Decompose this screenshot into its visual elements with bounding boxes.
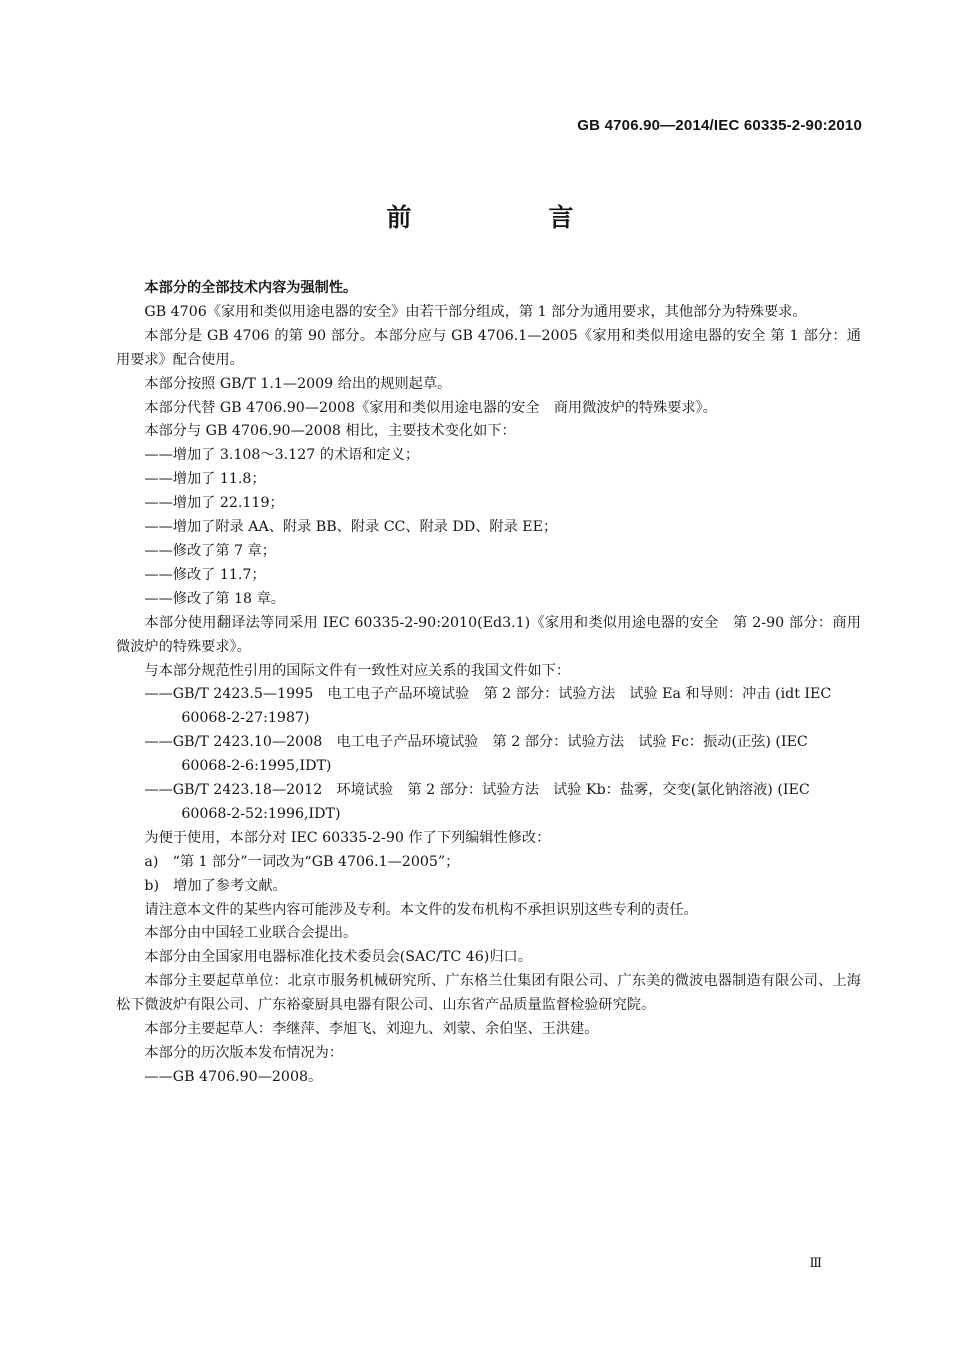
change-list-item: ——增加了附录 AA、附录 BB、附录 CC、附录 DD、附录 EE；	[144, 519, 558, 536]
paragraph-changes-intro: 本部分与 GB 4706.90—2008 相比，主要技术变化如下：	[144, 423, 516, 440]
paragraph-drafting-units: 本部分主要起草单位：北京市服务机械研究所、广东格兰仕集团有限公司、广东美的微波电器制造有限公司、上海松下微波炉有限公司、广东裕豪厨具电器有限公司、山东省产品质量监督检验研究院。	[116, 973, 861, 1014]
paragraph-replaces: 本部分代替 GB 4706.90—2008《家用和类似用途电器的安全 商用微波炉的特殊要求》。	[144, 399, 717, 416]
editorial-list-item: b) 增加了参考文献。	[144, 877, 287, 894]
change-list-item: ——修改了第 7 章；	[144, 542, 276, 559]
page-number: Ⅲ	[809, 1256, 822, 1271]
change-list-item: ——修改了第 18 章。	[144, 590, 285, 607]
paragraph-history-intro: 本部分的历次版本发布情况为：	[144, 1045, 344, 1061]
standard-number-header: GB 4706.90—2014/IEC 60335-2-90:2010	[577, 117, 862, 134]
reference-list-item: ——GB/T 2423.5—1995 电工电子产品环境试验 第 2 部分：试验方法 试验 Ea 和导则：冲击 (idt IEC 60068-2-27:1987)	[144, 686, 832, 727]
change-list-item: ——修改了 11.7；	[144, 566, 266, 583]
history-list-item: ——GB 4706.90—2008。	[144, 1068, 323, 1085]
paragraph-references-intro: 与本部分规范性引用的国际文件有一致性对应关系的我国文件如下：	[144, 662, 571, 679]
paragraph-drafting-rules: 本部分按照 GB/T 1.1—2009 给出的规则起草。	[144, 375, 452, 392]
reference-list-item: ——GB/T 2423.10—2008 电工电子产品环境试验 第 2 部分：试验方法 试验 Fc：振动(正弦) (IEC 60068-2-6:1995,IDT)	[144, 734, 808, 775]
page-title: 前 言	[386, 203, 630, 232]
change-list-item: ——增加了 22.119；	[144, 495, 284, 512]
reference-list-item: ——GB/T 2423.18—2012 环境试验 第 2 部分：试验方法 试验 Kb：盐雾，交变(氯化钠溶液) (IEC 60068-2-52:1996,IDT)	[144, 782, 810, 822]
foreword-body	[116, 277, 861, 1090]
paragraph-editorial-intro: 为便于使用，本部分对 IEC 60335-2-90 作了下列编辑性修改：	[144, 829, 551, 846]
paragraph-under-jurisdiction: 本部分由全国家用电器标准化技术委员会(SAC/TC 46)归口。	[144, 949, 532, 966]
paragraph-patent-notice: 请注意本文件的某些内容可能涉及专利。本文件的发布机构不承担识别这些专利的责任。	[144, 901, 698, 918]
paragraph-part-90: 本部分是 GB 4706 的第 90 部分。本部分应与 GB 4706.1—2005《家用和类似用途电器的安全 第 1 部分：通用要求》配合使用。	[116, 327, 861, 368]
paragraph-mandatory: 本部分的全部技术内容为强制性。	[144, 280, 358, 296]
change-list-item: ——增加了 3.108～3.127 的术语和定义；	[144, 447, 420, 464]
change-list-item: ——增加了 11.8；	[144, 471, 266, 488]
editorial-list-item: a) “第 1 部分”一词改为“GB 4706.1—2005”；	[144, 853, 460, 870]
paragraph-drafters: 本部分主要起草人：李继萍、李旭飞、刘迎九、刘蒙、余伯坚、王洪建。	[144, 1021, 599, 1038]
paragraph-structure: GB 4706《家用和类似用途电器的安全》由若干部分组成，第 1 部分为通用要求，其他部分为特殊要求。	[144, 303, 807, 320]
paragraph-idt-adoption: 本部分使用翻译法等同采用 IEC 60335-2-90:2010(Ed3.1)《家用和类似用途电器的安全 第 2-90 部分：商用微波炉的特殊要求》。	[116, 614, 861, 655]
paragraph-proposed-by: 本部分由中国轻工业联合会提出。	[144, 925, 358, 942]
